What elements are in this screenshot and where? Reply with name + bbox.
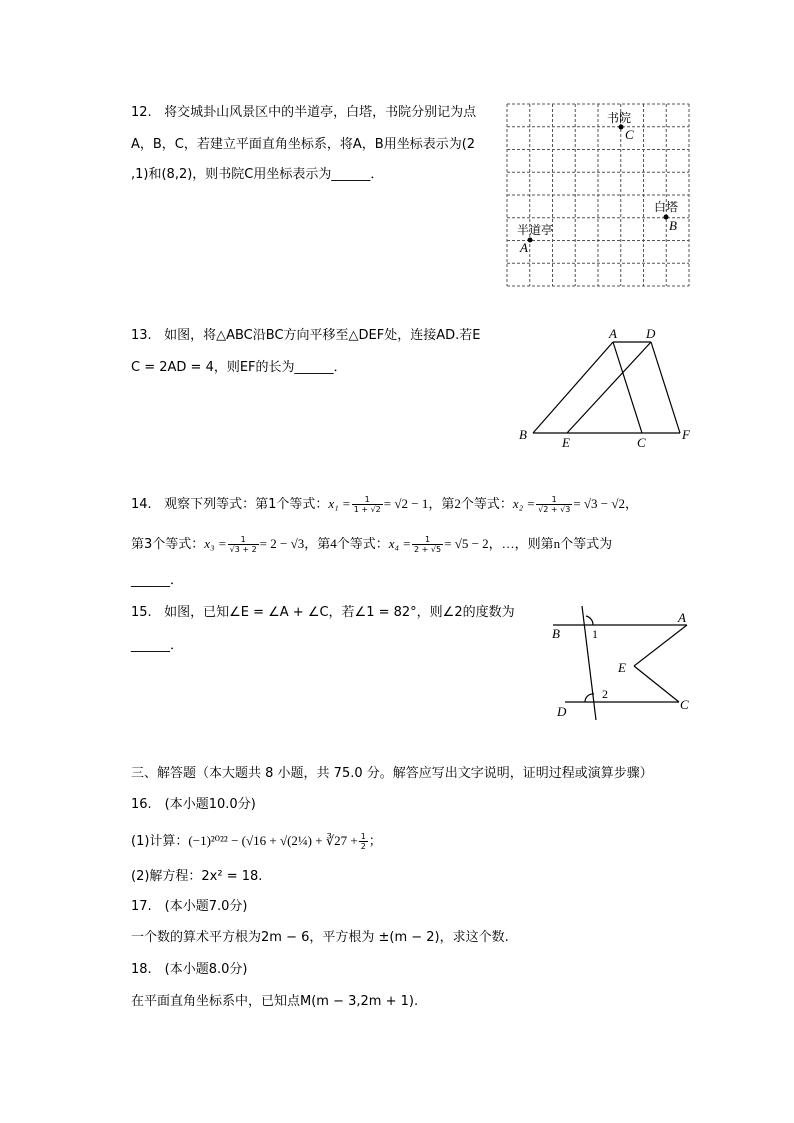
q16-part1: (1)计算：(−1)²⁰²² − (√16 + √(2¼) + ∛27 + $\frac{1}{2}$ ； xyxy=(131,832,382,851)
q14-line2: 第3个等式：x₃ = $\frac{1}{√3 + 2}$ = 2 − √3，第4个等式：x₄ = $\frac{1}{2 + √5}$ = √5 − 2，…，则第n个等式为 xyxy=(131,535,613,554)
q16-part2: (2)解方程：2x² = 18. xyxy=(131,869,263,884)
q13-line1: 13. 如图，将△ABC沿BC方向平移至△DEF处，连接AD.若E xyxy=(131,328,481,343)
q15-line1: 15. 如图，已知∠E = ∠A + ∠C，若∠1 = 82°，则∠2的度数为 xyxy=(131,605,515,620)
segment-ec xyxy=(634,666,679,702)
label-c: C xyxy=(680,697,689,712)
label-angle-2: 2 xyxy=(602,687,608,701)
label-d: D xyxy=(646,326,656,341)
q17-header: 17. (本小题7.0分) xyxy=(131,899,248,914)
q18-text: 在平面直角坐标系中，已知点M(m − 3,2m + 1). xyxy=(131,994,419,1009)
label-a: A xyxy=(678,610,686,625)
segment-de xyxy=(567,342,651,433)
label-shuyuan: 书院 xyxy=(607,111,632,125)
label-c: C xyxy=(637,435,646,450)
segment-df xyxy=(651,342,680,433)
q13-line2: C = 2AD = 4，则EF的长为______． xyxy=(131,360,347,375)
q12-line2: A，B，C，若建立平面直角坐标系，将A，B用坐标表示为(2 xyxy=(131,137,476,152)
label-b: B xyxy=(552,626,560,641)
angle-1-arc xyxy=(586,616,593,625)
label-baita: 白塔 xyxy=(654,200,679,214)
label-f: F xyxy=(682,427,690,442)
section-3-title: 三、解答题（本大题共 8 小题，共 75.0 分。解答应写出文字说明，证明过程或演算步骤） xyxy=(131,766,653,781)
label-e: E xyxy=(618,660,626,675)
point-b-dot xyxy=(664,215,669,220)
segment-ae xyxy=(634,625,687,666)
q17-text: 一个数的算术平方根为2m − 6，平方根为 ±(m − 2)，求这个数. xyxy=(131,930,509,945)
q12-line1: 12. 将交城卦山风景区中的半道亭，白塔，书院分别记为点 xyxy=(131,105,477,120)
q15-angle-figure xyxy=(549,602,699,727)
q12-grid-figure xyxy=(507,104,689,286)
q18-header: 18. (本小题8.0分) xyxy=(131,962,248,977)
label-angle-1: 1 xyxy=(592,627,598,641)
segment-ab xyxy=(533,342,613,433)
label-b: B xyxy=(669,218,677,233)
label-d: D xyxy=(557,704,567,719)
label-bandaoting: 半道亭 xyxy=(517,223,554,237)
q15-line2: ______． xyxy=(131,638,184,653)
label-b: B xyxy=(519,427,527,442)
label-c: C xyxy=(625,127,634,142)
q14-line3: ______． xyxy=(131,573,184,588)
transversal xyxy=(582,606,596,720)
label-a: A xyxy=(609,326,617,341)
q16-header: 16. (本小题10.0分) xyxy=(131,797,256,812)
q12-line3: ,1)和(8,2)，则书院C用坐标表示为______． xyxy=(131,167,384,182)
label-a: A xyxy=(520,240,528,255)
point-c-dot xyxy=(619,125,624,130)
q14-line1: 14. 观察下列等式：第1个等式：x₁ = $\frac{1}{1 + √2}$ = √2 − 1，第2个等式：x₂ = $\frac{1}{√2 + √3}$ = √3 − √2， xyxy=(131,495,638,514)
point-a-dot xyxy=(528,238,533,243)
label-e: E xyxy=(562,435,570,450)
q13-translation-figure xyxy=(515,325,695,450)
